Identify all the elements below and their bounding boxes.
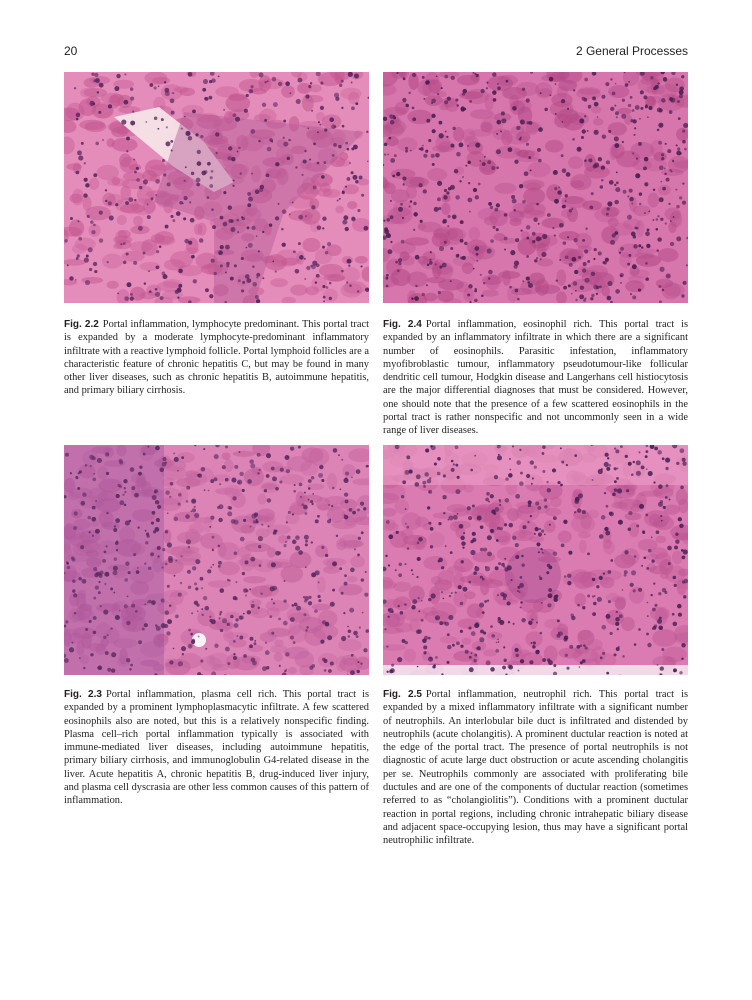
chapter-title: 2 General Processes bbox=[575, 44, 688, 58]
figure-label: Fig. 2.5 bbox=[383, 689, 422, 700]
caption-text: Portal inflammation, eosinophil rich. This portal tract is expanded by an inflammatory infiltrate in which there are a significant number of eosinophils. Parasitic infestation, inflammatory myofibroblastic tumour, inflammatory pseudotumour-like follicular dendritic cell tumour, Hodgkin disease and Langerhans cell histiocytosis are the major differential diagnoses that must be considered. However, one should note that the presence of a few scattered eosinophils in the portal tract is rather nonspecific and not uncommonly seen in a wide range of liver diseases. bbox=[383, 319, 688, 437]
caption-fig-2-3 bbox=[64, 688, 369, 808]
micrograph-fig-2-2 bbox=[64, 72, 369, 303]
micrograph-fig-2-4 bbox=[383, 72, 688, 303]
caption-fig-2-4 bbox=[383, 318, 688, 438]
figure-label: Fig. 2.4 bbox=[383, 319, 422, 330]
figure-label: Fig. 2.3 bbox=[64, 689, 102, 700]
micrograph-fig-2-5 bbox=[383, 445, 688, 675]
caption-text: Portal inflammation, plasma cell rich. This portal tract is expanded by a prominent lymphoplasmacytic infiltrate. A few scattered eosinophils also are noted, but this is a relatively nonspecific finding. Plasma cell–rich portal inflammation typically is associated with immune-mediated liver diseases, including autoimmune hepatitis, primary biliary cirrhosis, and immunoglobulin G4-related disease in the liver. Acute hepatitis A, chronic hepatitis B, drug-induced liver injury, and plasma cell dyscrasia are other less common causes of this pattern of inflammation. bbox=[64, 689, 369, 807]
caption-fig-2-2 bbox=[64, 318, 369, 398]
page-number: 20 bbox=[64, 44, 78, 58]
micrograph-fig-2-3 bbox=[64, 445, 369, 675]
figure-label: Fig. 2.2 bbox=[64, 319, 99, 330]
caption-text: Portal inflammation, neutrophil rich. This portal tract is expanded by a mixed inflammatory infiltrate with a significant number of neutrophils. An interlobular bile duct is infiltrated and distended by neutrophils (acute cholangitis). A prominent ductular reaction is noted at the edge of the portal tract. The presence of portal neutrophils is not diagnostic of acute large duct obstruction or acute ascending cholangitis per se. Neutrophils commonly are associated with proliferating bile ductules and are one of the components of ductular reaction (sometimes referred to as “cholangiolitis”). Conditions with a prominent ductular reaction in portal regions, including chronic intrahepatic biliary disease and adjacent space-occupying lesion, thus may have a significant portal neutrophilic infiltrate. bbox=[383, 689, 689, 847]
running-head bbox=[0, 44, 752, 60]
caption-fig-2-5 bbox=[383, 688, 688, 848]
caption-text: Portal inflammation, lymphocyte predominant. This portal tract is expanded by a moderate lymphocyte-predominant inflammatory infiltrate with a reactive lymphoid follicle. Portal lymphoid follicles are a characteristic feature of chronic hepatitis C, but may be found in many other liver diseases, such as chronic hepatitis B, autoimmune hepatitis, and primary biliary cirrhosis. bbox=[64, 319, 369, 397]
